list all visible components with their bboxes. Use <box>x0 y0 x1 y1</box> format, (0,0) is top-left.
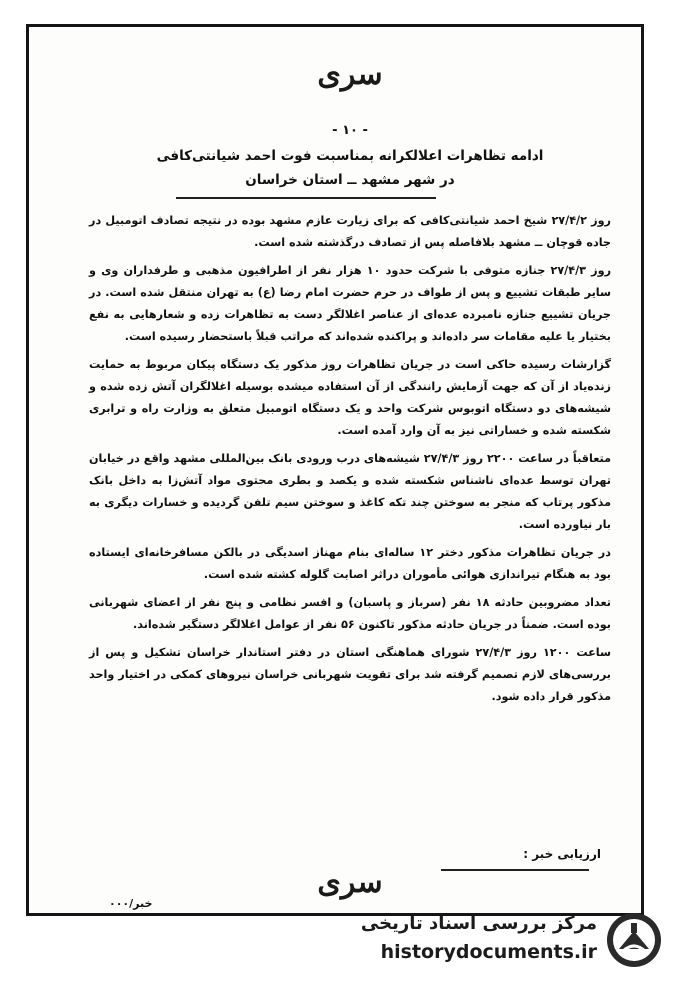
title-underline <box>176 197 436 199</box>
watermark <box>353 909 663 971</box>
document-content <box>89 27 611 913</box>
paragraph-6: تعداد مضروبین حادثه ۱۸ نفر (سرباز و پاسبان) و افسر نظامی و پنج نفر از اعضای شهربانی بوده است. ضمناً در جریان حادثه مذکور تاکنون ۵۶ نفر از عوامل اغلالگر دستگیر شده‌اند. <box>89 596 611 631</box>
paragraph-2: روز ۲۷/۴/۳ جنازه متوفی با شرکت حدود ۱۰ هزار نفر از اطرافیون مذهبی و طرفداران وی و سایر طبقات تشییع و پس از طواف در حرم حضرت امام رضا (ع) به تهران منتقل شده است. در جریان تشییع جنازه نامبرده عده‌ای از عناصر اغلالگر دست به تظاهرات زده و شعارهایی به نفع بختیار یا علیه مقامات سر داده‌اند و پراکنده شده‌اند که مراتب قبلاً باستحضار رسیده است. <box>89 264 612 343</box>
paragraph-5: در جریان تظاهرات مذکور دختر ۱۲ ساله‌ای بنام مهناز اسدیگی در بالکن مسافرخانه‌ای ایستاده بود به هنگام تیراندازی هوائی مأموران دراثر اصابت گلوله کشته شده است. <box>89 546 611 581</box>
classification-stamp-top: سری <box>317 57 383 92</box>
watermark-url[interactable]: historydocuments.ir <box>380 941 597 963</box>
paragraph-3: گزارشات رسیده حاکی است در جریان تظاهرات روز مذکور یک دستگاه پیکان مربوط به حمایت زنده‌یاد از آن که جهت آزمایش رانندگی از آن استفاده میشده بوسیله اغلالگران آتش زده شده و شیشه‌های دو دستگاه اتوبوس شرکت واحد و یک دستگاه اتومبیل متعلق به وزارت راه و ترابری شکسته شده و خساراتی نیز به آن وارد آمده است. <box>89 358 611 437</box>
historydocuments-logo-icon <box>605 911 663 969</box>
paragraph-1: روز ۲۷/۴/۲ شیخ احمد شیانتی‌کافی که برای زیارت عازم مشهد بوده در نتیجه تصادف اتومبیل در جاده قوچان ــ مشهد بلافاصله پس از تصادف درگذشته شده است. <box>89 214 611 249</box>
watermark-name: مرکز بررسی اسناد تاریخی <box>360 913 597 934</box>
document-title-line1: ادامه تظاهرات اعلالکرانه بمناسبت فوت احمد شیانتی‌کافی <box>156 148 544 164</box>
page-number: - ۱۰ - <box>332 123 368 138</box>
document-title-line2: در شهر مشهد ــ استان خراسان <box>245 172 455 188</box>
paragraph-7: ساعت ۱۲۰۰ روز ۲۷/۴/۳ شورای هماهنگی استان در دفتر استاندار خراسان تشکیل و پس از بررسی‌های لازم تصمیم گرفته شد برای تقویت شهربانی خراسان نیروهای کمکی در اختیار واحد مذکور قرار داده شود. <box>89 646 612 703</box>
paragraph-4: متعاقباً در ساعت ۲۲۰۰ روز ۲۷/۴/۳ شیشه‌های درب ورودی بانک بین‌المللی مشهد واقع در خیابان تهران توسط عده‌ای ناشناس شکسته شده و یکصد و بطری محتوی مواد آتش‌زا به داخل بانک مذکور پرتاب که منجر به سوختن چند تکه کاغذ و سوختن سیم تلفن گردیده و خسارات دیگری به بار نیاورده است. <box>89 452 612 531</box>
document-page <box>26 24 644 916</box>
evaluation-label: ارزیابی خبر : <box>523 847 601 861</box>
classification-stamp-bottom: سری <box>317 865 383 900</box>
news-code-label: خبر/۰۰۰ <box>109 897 153 910</box>
document-body <box>89 210 611 714</box>
